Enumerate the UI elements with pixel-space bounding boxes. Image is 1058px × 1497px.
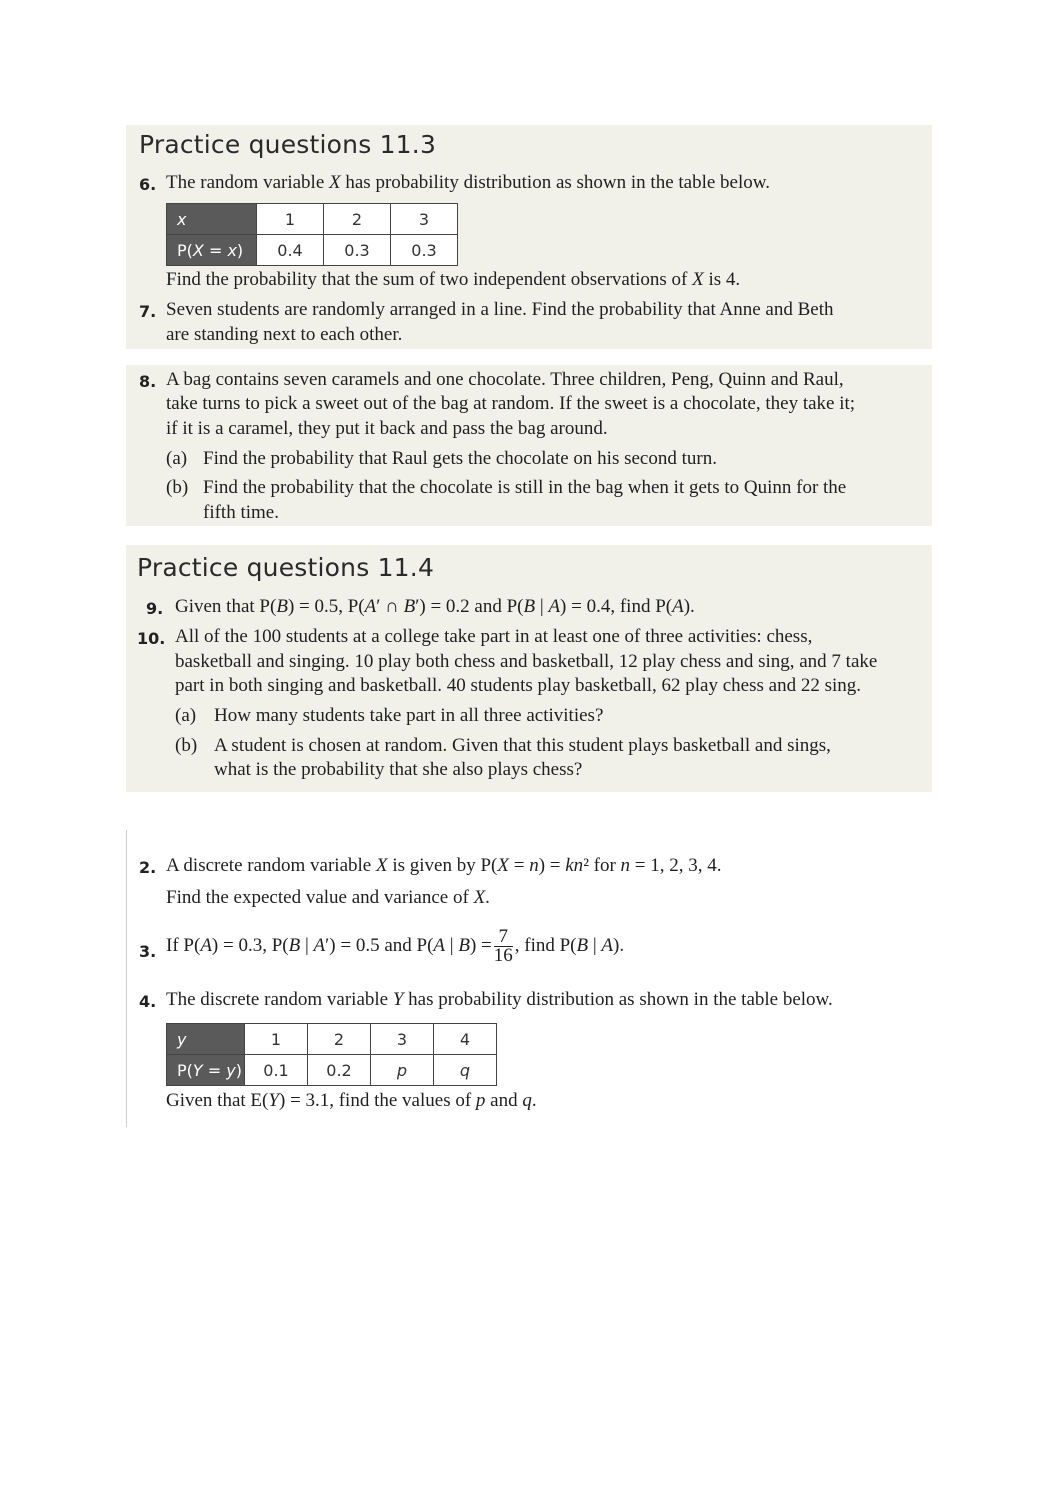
question-7-line-2: are standing next to each other. (166, 324, 403, 345)
section-heading-11-3: Practice questions 11.3 (139, 130, 437, 159)
table-header-y: y (167, 1024, 245, 1055)
table-cell: 3 (371, 1024, 434, 1055)
table-cell: q (434, 1055, 497, 1086)
table-cell: 0.3 (324, 235, 391, 266)
table-cell: 3 (391, 204, 458, 235)
table-cell: p (371, 1055, 434, 1086)
question-10-line-3: part in both singing and basketball. 40 students play basketball, 62 play chess and 22 sing. (175, 675, 862, 696)
question-7-line-1: Seven students are randomly arranged in a line. Find the probability that Anne and Beth (166, 299, 834, 320)
question-8-line-1: A bag contains seven caramels and one chocolate. Three children, Peng, Quinn and Raul, (166, 369, 844, 390)
question-10-number: 10. (137, 629, 166, 648)
table-cell: 0.3 (391, 235, 458, 266)
question-8-line-2: take turns to pick a sweet out of the bag at random. If the sweet is a chocolate, they take it; (166, 393, 856, 414)
question-2-line-1: A discrete random variable X is given by P(X = n) = kn² for n = 1, 2, 3, 4. (166, 855, 722, 876)
question-7-number: 7. (139, 302, 157, 321)
table-cell: 0.1 (245, 1055, 308, 1086)
fraction-7-16: $\frac{7}{16}$ (493, 926, 513, 966)
table-header-px: P(X = x) (167, 235, 257, 266)
question-10b-label: (b) (175, 735, 198, 756)
question-9-text: Given that P(B) = 0.5, P(A′ ∩ B′) = 0.2 and P(B | A) = 0.4, find P(A). (175, 596, 695, 617)
question-8b-line-1: Find the probability that the chocolate is still in the bag when it gets to Quinn for the (203, 477, 847, 498)
question-9-number: 9. (146, 599, 164, 618)
probability-table-y (166, 1023, 497, 1086)
question-3-text: If P(A) = 0.3, P(B | A′) = 0.5 and P(A | B) = $\frac{7}{16}$ , find P(B | A). (166, 926, 625, 966)
table-header-py: P(Y = y) (167, 1055, 245, 1086)
question-10a-label: (a) (175, 705, 197, 726)
question-10-line-2: basketball and singing. 10 play both chess and basketball, 12 play chess and sing, and 7 take (175, 651, 878, 672)
question-8-number: 8. (139, 372, 157, 391)
table-cell: 2 (324, 204, 391, 235)
table-cell: 2 (308, 1024, 371, 1055)
table-cell: 1 (257, 204, 324, 235)
table-cell: 0.2 (308, 1055, 371, 1086)
question-10a-text: How many students take part in all three activities? (214, 705, 604, 726)
question-3-number: 3. (139, 942, 157, 961)
question-6-text: The random variable X has probability distribution as shown in the table below. (166, 172, 770, 193)
question-10b-line-2: what is the probability that she also plays chess? (214, 759, 583, 780)
question-10b-line-1: A student is chosen at random. Given that this student plays basketball and sings, (214, 735, 831, 756)
probability-table-x (166, 203, 458, 266)
question-8a-label: (a) (166, 448, 188, 469)
question-10-line-1: All of the 100 students at a college take part in at least one of three activities: chess, (175, 626, 813, 647)
question-4-followup: Given that E(Y) = 3.1, find the values of p and q. (166, 1090, 537, 1111)
section-heading-11-4: Practice questions 11.4 (137, 553, 435, 582)
table-cell: 0.4 (257, 235, 324, 266)
table-header-x: x (167, 204, 257, 235)
question-2-line-2: Find the expected value and variance of X. (166, 887, 490, 908)
question-8-line-3: if it is a caramel, they put it back and pass the bag around. (166, 418, 608, 439)
question-2-number: 2. (139, 858, 157, 877)
question-6-number: 6. (139, 175, 157, 194)
table-cell: 1 (245, 1024, 308, 1055)
question-6-followup: Find the probability that the sum of two independent observations of X is 4. (166, 269, 741, 290)
question-8a-text: Find the probability that Raul gets the chocolate on his second turn. (203, 448, 717, 469)
question-4-text: The discrete random variable Y has probability distribution as shown in the table below. (166, 989, 833, 1010)
margin-rule (126, 830, 127, 1127)
question-8b-line-2: fifth time. (203, 502, 279, 523)
table-cell: 4 (434, 1024, 497, 1055)
question-8b-label: (b) (166, 477, 189, 498)
question-4-number: 4. (139, 992, 157, 1011)
